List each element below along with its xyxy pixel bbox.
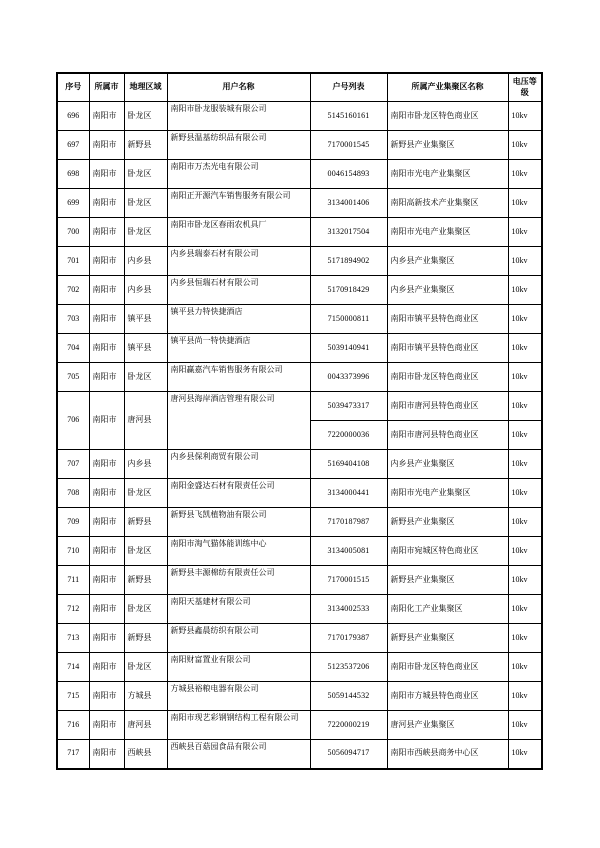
cell-cluster-name: 南阳市光电产业集聚区 — [387, 160, 508, 189]
cell-voltage-level: 10kv — [508, 566, 542, 595]
table-row-717 — [57, 740, 542, 769]
cell-seq: 708 — [57, 479, 89, 508]
cell-city: 南阳市 — [89, 131, 124, 160]
cell-city: 南阳市 — [89, 334, 124, 363]
table-row-707 — [57, 450, 542, 479]
cell-cluster-name: 新野县产业集聚区 — [387, 131, 508, 160]
cell-seq: 696 — [57, 102, 89, 131]
cell-seq: 716 — [57, 711, 89, 740]
table-row-708 — [57, 479, 542, 508]
cell-cluster-name: 南阳市唐河县特色商业区 — [387, 392, 508, 421]
table-row-716 — [57, 711, 542, 740]
cell-seq: 711 — [57, 566, 89, 595]
cell-cluster-name: 南阳市光电产业集聚区 — [387, 218, 508, 247]
column-header-voltage-level: 电压等级 — [508, 73, 542, 102]
cell-user-name: 镇平县尚一特快捷酒店 — [167, 334, 310, 363]
cell-cluster-name: 南阳市卧龙区特色商业区 — [387, 653, 508, 682]
cell-account-number: 7170001515 — [310, 566, 387, 595]
cell-cluster-name: 南阳市唐河县特色商业区 — [387, 421, 508, 450]
cell-seq: 704 — [57, 334, 89, 363]
table-row-700 — [57, 218, 542, 247]
cell-district: 新野县 — [124, 508, 167, 537]
cell-user-name: 方城县裕粮电器有限公司 — [167, 682, 310, 711]
cell-city: 南阳市 — [89, 160, 124, 189]
cell-account-number: 5039140941 — [310, 334, 387, 363]
cell-user-name: 南阳市淘气猫体能训练中心 — [167, 537, 310, 566]
cell-seq: 706 — [57, 392, 89, 450]
table-row-705 — [57, 363, 542, 392]
cell-cluster-name: 南阳市卧龙区特色商业区 — [387, 102, 508, 131]
cell-user-name: 南阳赢嘉汽车销售服务有限公司 — [167, 363, 310, 392]
cell-seq: 715 — [57, 682, 89, 711]
table-body — [57, 102, 542, 769]
cell-cluster-name: 新野县产业集聚区 — [387, 508, 508, 537]
cell-district: 西峡县 — [124, 740, 167, 769]
cell-district: 卧龙区 — [124, 102, 167, 131]
cell-user-name: 内乡县保利商贸有限公司 — [167, 450, 310, 479]
cell-cluster-name: 南阳市宛城区特色商业区 — [387, 537, 508, 566]
column-header-city: 所属市 — [89, 73, 124, 102]
cell-user-name: 新野县丰源棉纺有限责任公司 — [167, 566, 310, 595]
cell-city: 南阳市 — [89, 392, 124, 450]
cell-voltage-level: 10kv — [508, 479, 542, 508]
column-header-user-name: 用户名称 — [167, 73, 310, 102]
table-row-709 — [57, 508, 542, 537]
cell-city: 南阳市 — [89, 189, 124, 218]
cell-cluster-name: 南阳市镇平县特色商业区 — [387, 334, 508, 363]
cell-account-number: 5056094717 — [310, 740, 387, 769]
cell-user-name: 南阳正开源汽车销售服务有限公司 — [167, 189, 310, 218]
table-row-699 — [57, 189, 542, 218]
cell-user-name: 新野县温基纺织品有限公司 — [167, 131, 310, 160]
cell-account-number: 7170187987 — [310, 508, 387, 537]
cell-cluster-name: 唐河县产业集聚区 — [387, 711, 508, 740]
cell-voltage-level: 10kv — [508, 247, 542, 276]
cell-seq: 710 — [57, 537, 89, 566]
cell-city: 南阳市 — [89, 508, 124, 537]
cell-voltage-level: 10kv — [508, 624, 542, 653]
cell-seq: 709 — [57, 508, 89, 537]
cell-city: 南阳市 — [89, 653, 124, 682]
cell-city: 南阳市 — [89, 363, 124, 392]
cell-user-name: 南阳市现艺彩钢钢结构工程有限公司 — [167, 711, 310, 740]
cell-district: 唐河县 — [124, 392, 167, 450]
column-header-cluster-name: 所属产业集聚区名称 — [387, 73, 508, 102]
cell-city: 南阳市 — [89, 566, 124, 595]
cell-district: 新野县 — [124, 131, 167, 160]
cell-voltage-level: 10kv — [508, 450, 542, 479]
cell-cluster-name: 新野县产业集聚区 — [387, 566, 508, 595]
cell-seq: 707 — [57, 450, 89, 479]
cell-seq: 714 — [57, 653, 89, 682]
cell-district: 内乡县 — [124, 276, 167, 305]
cell-city: 南阳市 — [89, 711, 124, 740]
cell-district: 内乡县 — [124, 450, 167, 479]
cell-district: 新野县 — [124, 624, 167, 653]
cell-user-name: 唐河县海岸酒店管理有限公司 — [167, 392, 310, 450]
cell-account-number: 5169404108 — [310, 450, 387, 479]
table-row-703 — [57, 305, 542, 334]
cell-account-number: 3134002533 — [310, 595, 387, 624]
cell-cluster-name: 南阳市西峡县商务中心区 — [387, 740, 508, 769]
table-row-714 — [57, 653, 542, 682]
column-header-seq: 序号 — [57, 73, 89, 102]
cell-voltage-level: 10kv — [508, 160, 542, 189]
cell-seq: 705 — [57, 363, 89, 392]
table-row-711 — [57, 566, 542, 595]
table-row-710 — [57, 537, 542, 566]
cell-cluster-name: 南阳市光电产业集聚区 — [387, 479, 508, 508]
cell-account-number: 0046154893 — [310, 160, 387, 189]
cell-account-number: 5145160161 — [310, 102, 387, 131]
cell-seq: 703 — [57, 305, 89, 334]
cell-city: 南阳市 — [89, 102, 124, 131]
cell-seq: 712 — [57, 595, 89, 624]
cell-account-number: 0043373996 — [310, 363, 387, 392]
cell-user-name: 内乡县恒瑞石材有限公司 — [167, 276, 310, 305]
cell-district: 卧龙区 — [124, 160, 167, 189]
cell-city: 南阳市 — [89, 479, 124, 508]
cell-city: 南阳市 — [89, 537, 124, 566]
cell-district: 卧龙区 — [124, 653, 167, 682]
cell-account-number: 5123537206 — [310, 653, 387, 682]
cell-voltage-level: 10kv — [508, 711, 542, 740]
cell-account-number: 7170001545 — [310, 131, 387, 160]
cell-voltage-level: 10kv — [508, 508, 542, 537]
cell-voltage-level: 10kv — [508, 682, 542, 711]
cell-user-name: 新野县鑫晨纺织有限公司 — [167, 624, 310, 653]
cell-district: 唐河县 — [124, 711, 167, 740]
cell-city: 南阳市 — [89, 595, 124, 624]
cell-voltage-level: 10kv — [508, 740, 542, 769]
cell-user-name: 南阳市卧龙区春雨农机具厂 — [167, 218, 310, 247]
cell-account-number: 5039473317 — [310, 392, 387, 421]
cell-account-number: 3134001406 — [310, 189, 387, 218]
cell-seq: 701 — [57, 247, 89, 276]
cell-account-number: 3132017504 — [310, 218, 387, 247]
cell-voltage-level: 10kv — [508, 276, 542, 305]
table-row-712 — [57, 595, 542, 624]
cell-city: 南阳市 — [89, 682, 124, 711]
cell-district: 卧龙区 — [124, 595, 167, 624]
cell-voltage-level: 10kv — [508, 421, 542, 450]
cell-cluster-name: 南阳市方城县特色商业区 — [387, 682, 508, 711]
cell-user-name: 镇平县力特快捷酒店 — [167, 305, 310, 334]
cell-district: 卧龙区 — [124, 218, 167, 247]
cell-district: 卧龙区 — [124, 189, 167, 218]
table-row-697 — [57, 131, 542, 160]
table-row-696 — [57, 102, 542, 131]
cell-voltage-level: 10kv — [508, 537, 542, 566]
cell-seq: 717 — [57, 740, 89, 769]
column-header-account-list: 户号列表 — [310, 73, 387, 102]
cell-voltage-level: 10kv — [508, 363, 542, 392]
cell-voltage-level: 10kv — [508, 131, 542, 160]
cell-account-number: 3134000441 — [310, 479, 387, 508]
cell-district: 新野县 — [124, 566, 167, 595]
column-header-district: 地理区域 — [124, 73, 167, 102]
cell-district: 卧龙区 — [124, 479, 167, 508]
cell-voltage-level: 10kv — [508, 102, 542, 131]
cell-voltage-level: 10kv — [508, 653, 542, 682]
cell-voltage-level: 10kv — [508, 305, 542, 334]
cell-cluster-name: 南阳高新技术产业集聚区 — [387, 189, 508, 218]
cell-city: 南阳市 — [89, 740, 124, 769]
industrial-cluster-user-table — [56, 72, 543, 770]
table-row-715 — [57, 682, 542, 711]
table-header-row — [57, 73, 542, 102]
cell-cluster-name: 内乡县产业集聚区 — [387, 450, 508, 479]
table-row-704 — [57, 334, 542, 363]
cell-seq: 698 — [57, 160, 89, 189]
cell-city: 南阳市 — [89, 305, 124, 334]
cell-city: 南阳市 — [89, 247, 124, 276]
cell-user-name: 西峡县百菇园食品有限公司 — [167, 740, 310, 769]
cell-account-number: 7170179387 — [310, 624, 387, 653]
cell-cluster-name: 内乡县产业集聚区 — [387, 247, 508, 276]
cell-seq: 713 — [57, 624, 89, 653]
cell-user-name: 南阳天基建材有限公司 — [167, 595, 310, 624]
cell-district: 卧龙区 — [124, 363, 167, 392]
cell-account-number: 7220000036 — [310, 421, 387, 450]
cell-district: 方城县 — [124, 682, 167, 711]
cell-seq: 699 — [57, 189, 89, 218]
cell-voltage-level: 10kv — [508, 334, 542, 363]
cell-user-name: 南阳市万杰光电有限公司 — [167, 160, 310, 189]
cell-user-name: 南阳金盛达石材有限责任公司 — [167, 479, 310, 508]
cell-district: 镇平县 — [124, 305, 167, 334]
cell-seq: 700 — [57, 218, 89, 247]
cell-city: 南阳市 — [89, 276, 124, 305]
cell-district: 镇平县 — [124, 334, 167, 363]
cell-city: 南阳市 — [89, 624, 124, 653]
table-row-701 — [57, 247, 542, 276]
cell-user-name: 内乡县瑞泰石材有限公司 — [167, 247, 310, 276]
table-row-713 — [57, 624, 542, 653]
cell-account-number: 7220000219 — [310, 711, 387, 740]
table-row-702 — [57, 276, 542, 305]
cell-account-number: 5171894902 — [310, 247, 387, 276]
cell-user-name: 新野县飞凯植物油有限公司 — [167, 508, 310, 537]
cell-district: 内乡县 — [124, 247, 167, 276]
cell-district: 卧龙区 — [124, 537, 167, 566]
cell-account-number: 5059144532 — [310, 682, 387, 711]
cell-account-number: 3134005081 — [310, 537, 387, 566]
cell-account-number: 5170918429 — [310, 276, 387, 305]
cell-city: 南阳市 — [89, 218, 124, 247]
table-row-706-1 — [57, 392, 542, 421]
cell-city: 南阳市 — [89, 450, 124, 479]
cell-seq: 702 — [57, 276, 89, 305]
cell-seq: 697 — [57, 131, 89, 160]
table-row-698 — [57, 160, 542, 189]
cell-voltage-level: 10kv — [508, 392, 542, 421]
cell-user-name: 南阳财富置业有限公司 — [167, 653, 310, 682]
cell-voltage-level: 10kv — [508, 218, 542, 247]
cell-cluster-name: 南阳市卧龙区特色商业区 — [387, 363, 508, 392]
cell-cluster-name: 南阳市镇平县特色商业区 — [387, 305, 508, 334]
cell-cluster-name: 南阳化工产业集聚区 — [387, 595, 508, 624]
cell-voltage-level: 10kv — [508, 595, 542, 624]
cell-cluster-name: 内乡县产业集聚区 — [387, 276, 508, 305]
cell-voltage-level: 10kv — [508, 189, 542, 218]
cell-user-name: 南阳市卧龙服装城有限公司 — [167, 102, 310, 131]
cell-cluster-name: 新野县产业集聚区 — [387, 624, 508, 653]
cell-account-number: 7150000811 — [310, 305, 387, 334]
